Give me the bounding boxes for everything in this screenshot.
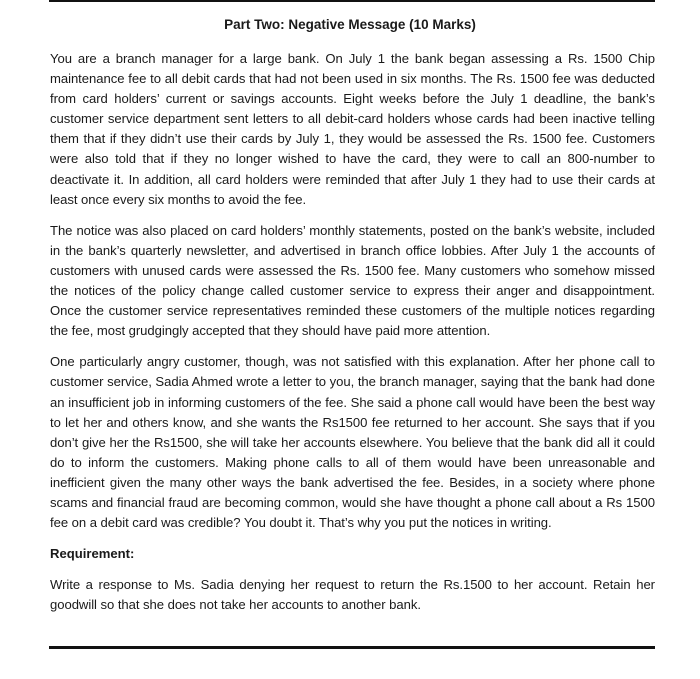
bottom-rule (49, 646, 655, 649)
requirement-heading: Requirement: (50, 546, 135, 562)
document-title: Part Two: Negative Message (10 Marks) (224, 17, 476, 32)
paragraph-notices: The notice was also placed on card holders’ monthly statements, posted on the bank’s website, included in the bank’s quarterly newsletter, and advertised in branch office lobbies. After July 1 the accounts of customers with unused cards were assessed the Rs. 1500 fee. Many customers who somehow missed the notices of the policy change called customer service to express their anger and disappointment. Once the customer service representatives reminded these customers of the multiple notices regarding the fee, most grudgingly accepted that they should have paid more attention. (50, 222, 655, 339)
paragraph-scenario: You are a branch manager for a large bank. On July 1 the bank began assessing a Rs. 1500 Chip maintenance fee to all debit cards that had not been used in six months. The Rs. 1500 fee was deducted from card holders’ current or savings accounts. Eight weeks before the July 1 deadline, the bank’s customer service department sent letters to all debit-card holders whose cards had been inactive telling them that if they didn’t use their cards by July 1, they would be assessed the Rs. 1500 fee. Customers were also told that if they no longer wished to have the card, they were to call an 800-number to deactivate it. In addition, all card holders were reminded that after July 1 they had to use their cards at least once every six months to avoid the fee. (50, 51, 655, 207)
requirement-text: Write a response to Ms. Sadia denying her request to return the Rs.1500 to her account. Retain her goodwill so that she does not take her accounts to another bank. (50, 577, 655, 613)
paragraph-complaint: One particularly angry customer, though, was not satisfied with this explanation. After her phone call to customer service, Sadia Ahmed wrote a letter to you, the branch manager, saying that the bank had done an insufficient job in informing customers of the fee. She said a phone call would have been the best way to let her and others know, and she wants the Rs1500 fee returned to her account. She says that if you don’t give her the Rs1500, she will take her accounts elsewhere. You believe that the bank did all it could do to inform the customers. Making phone calls to all of them would have been unreasonable and inefficient given the many other ways the bank advertised the fee. Besides, in a society where phone scams and financial fraud are becoming common, would she have thought a phone call about a Rs 1500 fee on a debit card was credible? You doubt it. That’s why you put the notices in writing. (50, 354, 655, 531)
document-body (50, 49, 655, 626)
top-rule (49, 0, 655, 2)
